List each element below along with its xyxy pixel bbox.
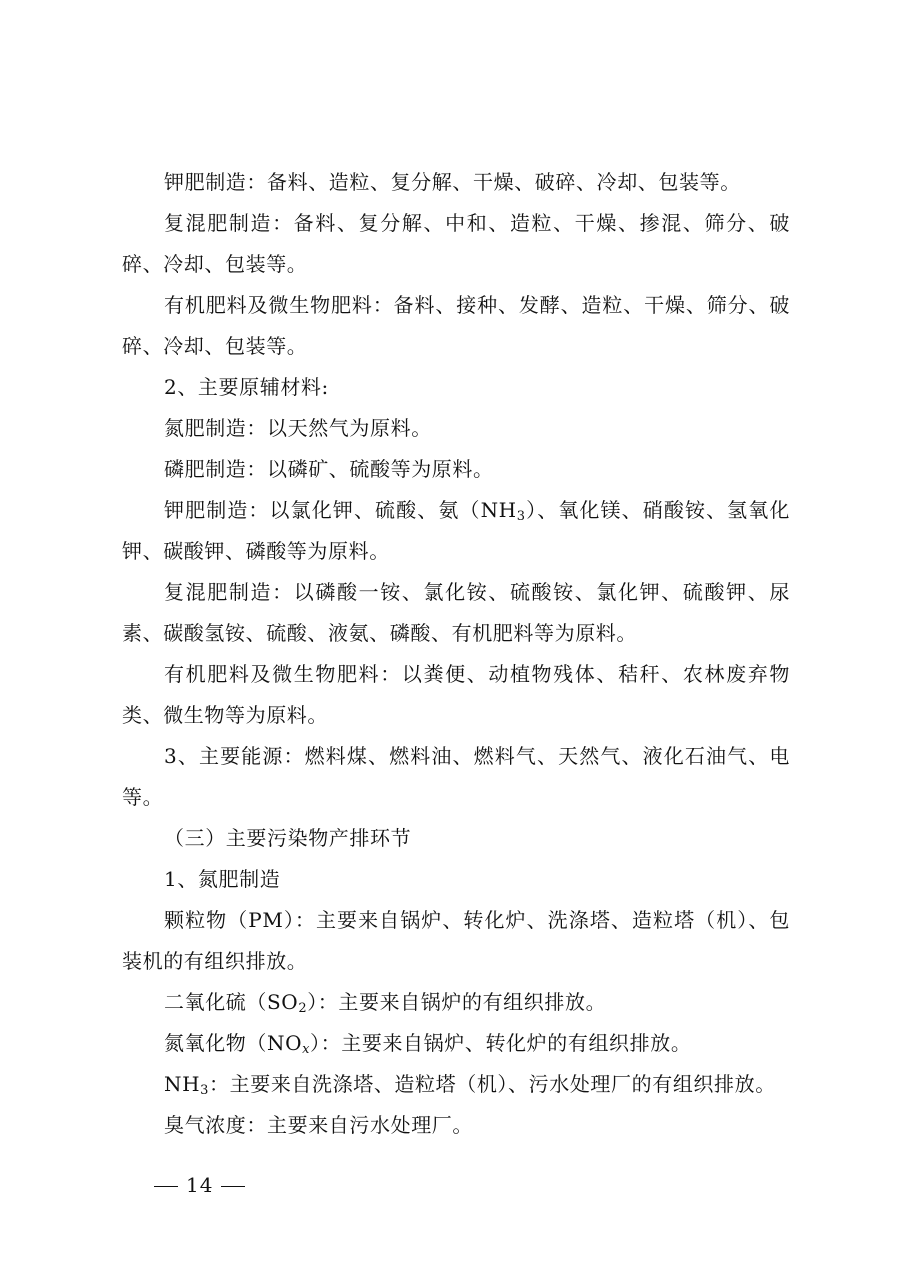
text-segment: ）：主要来自锅炉的有组织排放。 [307, 990, 607, 1014]
paragraph-phosphate-materials: 磷肥制造：以磷矿、硫酸等为原料。 [164, 457, 494, 481]
paragraph-compound-process: 复混肥制造：备料、复分解、中和、造粒、干燥、掺混、筛分、破碎、冷却、包装等。 [122, 211, 790, 276]
page-number-text: 14 [186, 1173, 214, 1197]
paragraph-nitrogen-materials: 氮肥制造：以天然气为原料。 [164, 416, 432, 440]
subscript: 2 [298, 1001, 308, 1016]
subscript: 3 [516, 509, 526, 524]
paragraph-compound-materials: 复混肥制造：以磷酸一铵、氯化铵、硫酸铵、氯化钾、硫酸钾、尿素、碳酸氢铵、硫酸、液氨、磷酸、有机肥料等为原料。 [122, 580, 790, 645]
heading-nitrogen-fertilizer: 1、氮肥制造 [164, 867, 281, 891]
paragraph-organic-process: 有机肥料及微生物肥料：备料、接种、发酵、造粒、干燥、筛分、破碎、冷却、包装等。 [122, 293, 790, 358]
paragraph-nox [122, 1023, 790, 1064]
subscript: x [302, 1042, 311, 1057]
heading-pollutant-sources: （三）主要污染物产排环节 [164, 826, 412, 850]
body-text [122, 162, 790, 1146]
text-segment: 钾肥制造：以氯化钾、硫酸、氨（NH [164, 498, 517, 522]
text-segment: ：主要来自洗涤塔、造粒塔（机）、污水处理厂的有组织排放。 [209, 1072, 776, 1096]
paragraph-potash-materials [122, 490, 790, 572]
text-segment: 二氧化硫（SO [164, 990, 299, 1014]
text-segment: ）：主要来自锅炉、转化炉的有组织排放。 [310, 1031, 692, 1055]
paragraph-pm: 颗粒物（PM）：主要来自锅炉、转化炉、洗涤塔、造粒塔（机）、包装机的有组织排放。 [122, 908, 790, 973]
dash-left [154, 1186, 178, 1187]
heading-raw-materials: 2、主要原辅材料: [164, 375, 329, 399]
paragraph-energy: 3、主要能源：燃料煤、燃料油、燃料气、天然气、液化石油气、电等。 [122, 744, 790, 809]
dash-right [221, 1186, 245, 1187]
paragraph-so2 [122, 982, 790, 1023]
paragraph-nh3 [122, 1064, 790, 1105]
page-number [146, 1170, 253, 1200]
paragraph-odor: 臭气浓度：主要来自污水处理厂。 [164, 1113, 473, 1137]
text-segment: ）、氧化镁、硝酸铵、氢氧化钾、碳酸钾、磷酸等为原料。 [122, 498, 790, 563]
text-segment: 氮氧化物（NO [164, 1031, 303, 1055]
paragraph-organic-materials: 有机肥料及微生物肥料：以粪便、动植物残体、秸秆、农林废弃物类、微生物等为原料。 [122, 662, 790, 727]
paragraph-potash-process: 钾肥制造：备料、造粒、复分解、干燥、破碎、冷却、包装等。 [164, 170, 741, 194]
text-segment: NH [164, 1072, 201, 1096]
subscript: 3 [200, 1083, 210, 1098]
